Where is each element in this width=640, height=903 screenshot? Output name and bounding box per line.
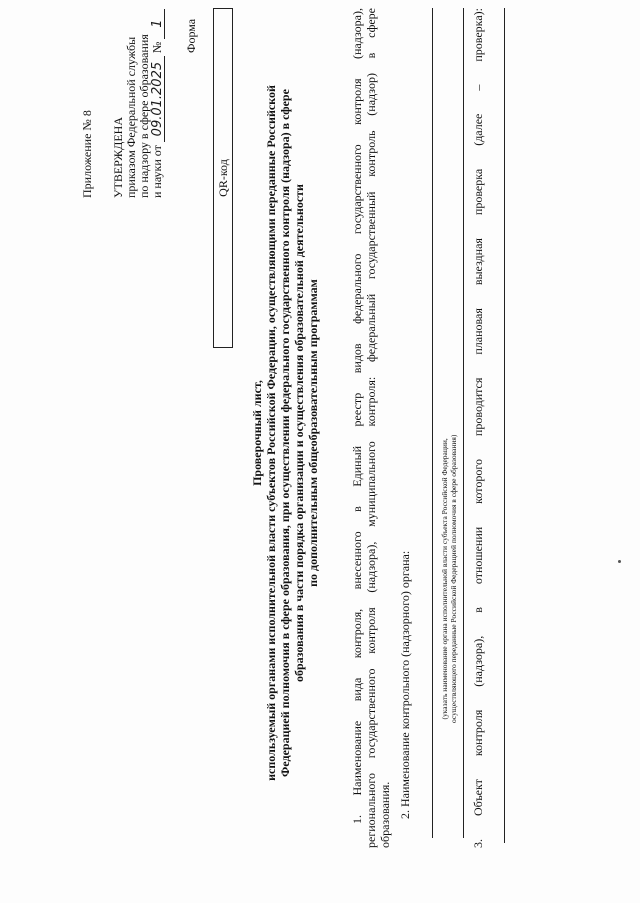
approval-block bbox=[112, 9, 165, 198]
title-line-5: по дополнительным общеобразовательным программам bbox=[306, 279, 320, 587]
approved-by-line-2: по надзору в сфере образования bbox=[137, 34, 151, 198]
title-line-4: образования в части порядка организации и осуществления образовательной деятельности bbox=[292, 184, 306, 682]
paragraph-1-line-1: 1. Наименование вида контроля, внесенного в Единый реестр видов федерального государственного контроля (надзора), bbox=[350, 8, 364, 824]
approved-by-line-1: приказом Федеральной службы bbox=[124, 36, 138, 198]
document-title bbox=[250, 23, 320, 843]
caption-line-2: осуществляющего переданные Российской Федерацией полномочия в сфере образования) bbox=[449, 434, 458, 723]
title-line-1: Проверочный лист, bbox=[250, 380, 264, 486]
fill-in-line-3 bbox=[504, 8, 505, 843]
paragraph-3: 3. Объект контроля (надзора), в отношении которого проводится плановая выездная проверка (далее – проверка): bbox=[471, 8, 485, 848]
approved-label: УТВЕРЖДЕНА bbox=[111, 116, 125, 198]
appendix-number: Приложение № 8 bbox=[80, 110, 94, 198]
paragraph-2-label: 2. Наименование контрольного (надзорного) органа: bbox=[398, 550, 412, 819]
approval-date-row bbox=[151, 9, 165, 198]
qr-code-label: QR-код bbox=[215, 159, 230, 197]
handwritten-number: 1 bbox=[150, 19, 165, 28]
form-label: Форма bbox=[184, 18, 198, 53]
title-line-3: Федерацией полномочия в сфере образования, при осуществлении федерального государственного контроля (надзора) в сфере bbox=[278, 89, 292, 777]
separator-line bbox=[463, 8, 464, 838]
paragraph-1 bbox=[350, 8, 392, 848]
paragraph-1-line-2: регионального государственного контроля (надзора), муниципального контроля: федеральный государственный контроль (надзор) в сфере bbox=[364, 8, 378, 848]
fill-in-line-2 bbox=[432, 8, 433, 838]
paragraph-1-line-3: образования. bbox=[378, 781, 392, 848]
caption-line-1: (указать наименование органа исполнительной власти субъекта Российской Федерации, bbox=[440, 438, 449, 720]
date-prefix: и науки от bbox=[150, 145, 164, 198]
number-label: № bbox=[150, 41, 164, 54]
title-line-2: используемый органами исполнительной власти субъектов Российской Федерации, осуществляющими переданные Российской bbox=[264, 85, 278, 781]
paragraph-2-caption bbox=[440, 435, 458, 723]
scan-speck bbox=[618, 560, 621, 563]
handwritten-date: 09.01.2025 bbox=[150, 61, 165, 137]
qr-code-box bbox=[213, 8, 233, 348]
